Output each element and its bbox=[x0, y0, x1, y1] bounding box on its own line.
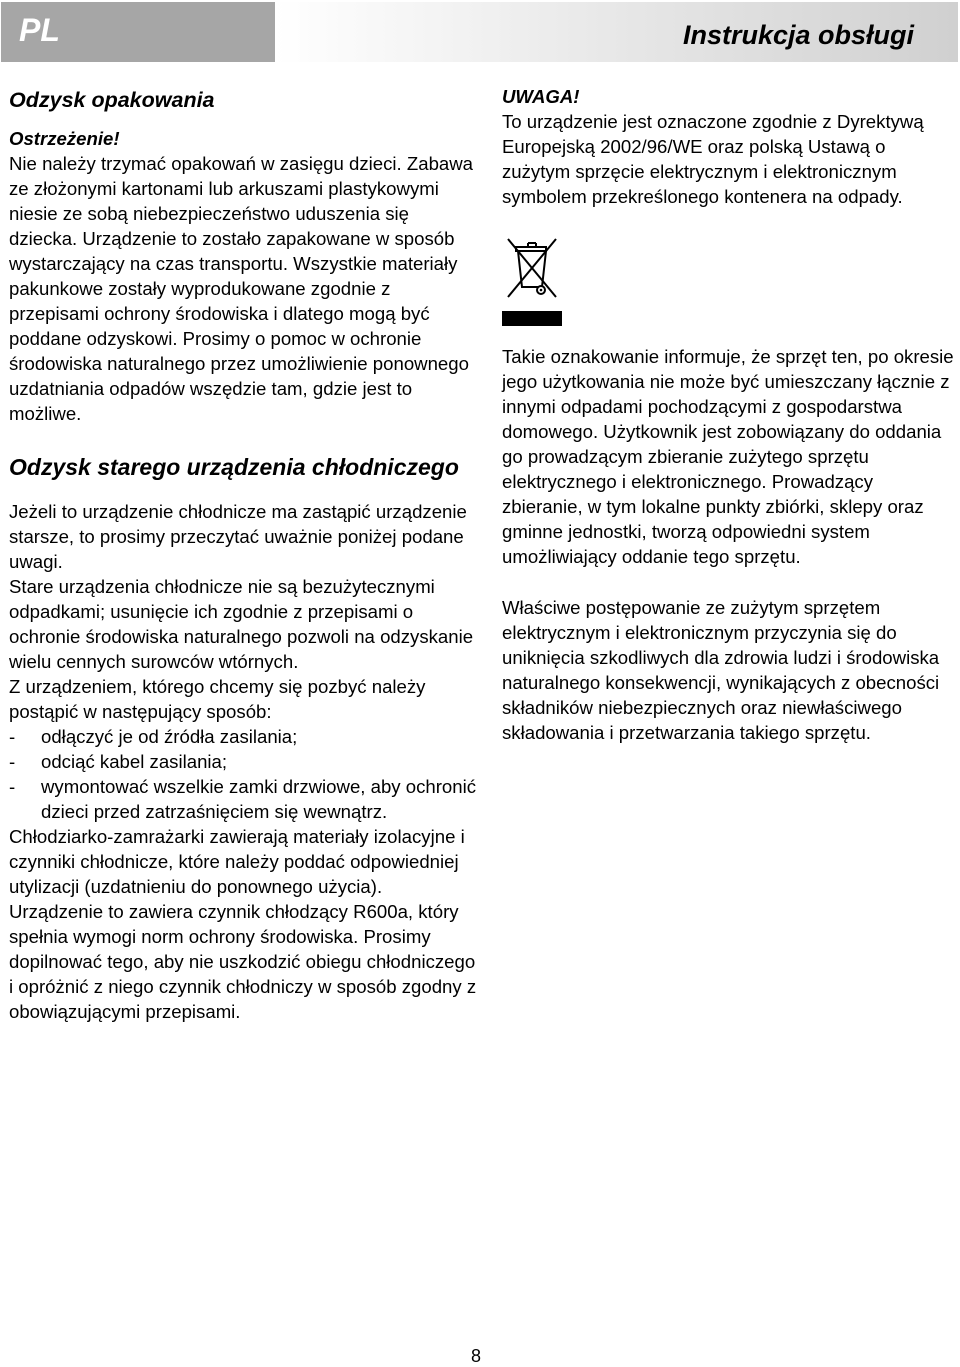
bullet-text: wymontować wszelkie zamki drzwiowe, aby ochronić dzieci przed zatrzaśnięciem się wewnątrz. bbox=[41, 776, 477, 822]
weee-symbol-graphic bbox=[502, 237, 562, 303]
bullet-text: odciąć kabel zasilania; bbox=[41, 751, 228, 772]
bullet-marker: - bbox=[9, 776, 16, 797]
list-item bbox=[9, 724, 479, 749]
disposal-steps-intro: Z urządzeniem, którego chcemy się pozbyć należy postąpić w następujący sposób: bbox=[9, 676, 426, 722]
manual-title: Instrukcja obsługi bbox=[682, 20, 914, 50]
list-item bbox=[9, 749, 479, 774]
proper-handling-paragraph: Właściwe postępowanie ze zużytym sprzętem elektrycznym i elektronicznym przyczynia się do uniknięcia szkodliwych dla zdrowia ludzi i środowiska naturalnego konsekwencji, wynikających z obecności składników niebezpiecznych oraz niewłaściwego składowania i przetwarzania takiego sprzętu. bbox=[502, 597, 940, 743]
packaging-paragraph: Nie należy trzymać opakowań w zasięgu dzieci. Zabawa ze złożonymi kartonami lub arkuszami plastykowymi niesie ze sobą niebezpieczeństwo uduszenia się dziecka. Urządzenie to zostało zapakowane w sposób wystarczający na czas transportu. Wszystkie materiały pakunkowe zostały wyprodukowane zgodnie z przepisami ochrony środowiska i dlatego mogą być poddane odzyskowi. Prosimy o pomoc w ochronie środowiska naturalnego przez umożliwienie ponownego uzdatniania odpadów wszędzie tam, gdzie jest to możliwe. bbox=[9, 153, 474, 424]
list-item bbox=[9, 774, 479, 824]
old-appliance-intro: Jeżeli to urządzenie chłodnicze ma zastąpić urządzenie starsze, to prosimy przeczytać uważnie poniżej podane uwagi. bbox=[9, 501, 467, 572]
section-title-packaging-recovery: Odzysk opakowania bbox=[9, 88, 215, 112]
left-column bbox=[9, 86, 479, 1024]
bullet-marker: - bbox=[9, 726, 16, 747]
weee-underline-bar bbox=[502, 311, 562, 326]
section-title-old-appliance: Odzysk starego urządzenia chłodniczego bbox=[9, 454, 459, 480]
page-header bbox=[0, 0, 960, 70]
bullet-text: odłączyć je od źródła zasilania; bbox=[41, 726, 298, 747]
notice-label: UWAGA! bbox=[502, 86, 580, 107]
page-number: 8 bbox=[471, 1346, 482, 1366]
crossed-out-wheelie-bin-icon bbox=[502, 237, 562, 327]
insulation-paragraph: Chłodziarko-zamrażarki zawierają materiały izolacyjne i czynniki chłodnicze, które należy poddać odpowiedniej utylizacji (uzdatnieniu do ponownego użycia). bbox=[9, 826, 465, 897]
old-appliance-recycling: Stare urządzenia chłodnicze nie są bezużytecznymi odpadkami; usunięcie ich zgodnie z przepisami o ochronie środowiska naturalnego pozwoli na odzyskanie wielu cennych surowców wtórnych. bbox=[9, 576, 474, 672]
warning-label: Ostrzeżenie! bbox=[9, 128, 120, 149]
weee-directive-paragraph: To urządzenie jest oznaczone zgodnie z Dyrektywą Europejską 2002/96/WE oraz polską Ustawą o zużytym sprzęcie elektrycznym i elektronicznym symbolem przekreślonego kontenera na odpady. bbox=[502, 111, 924, 207]
language-badge bbox=[1, 2, 275, 62]
right-column bbox=[502, 84, 958, 745]
disposal-info-paragraph: Takie oznakowanie informuje, że sprzęt ten, po okresie jego użytkowania nie może być umieszczany łącznie z innymi odpadami pochodzącymi z gospodarstwa domowego. Użytkownik jest zobowiązany do oddania go prowadzącym zbieranie zużytego sprzętu elektrycznego i elektronicznego. Prowadzący zbieranie, w tym lokalne punkty zbiórki, sklepy oraz gminne jednostki, tworzą odpowiedni system umożliwiający oddanie tego sprzętu. bbox=[502, 346, 954, 567]
language-code: PL bbox=[19, 12, 60, 48]
refrigerant-paragraph: Urządzenie to zawiera czynnik chłodzący R600a, który spełnia wymogi norm ochrony środowiska. Prosimy dopilnować tego, aby nie uszkodzić obiegu chłodniczego i opróżnić z niego czynnik chłodniczy w sposób zgodny z obowiązującymi przepisami. bbox=[9, 901, 477, 1022]
header-band bbox=[275, 2, 958, 62]
bullet-marker: - bbox=[9, 751, 16, 772]
